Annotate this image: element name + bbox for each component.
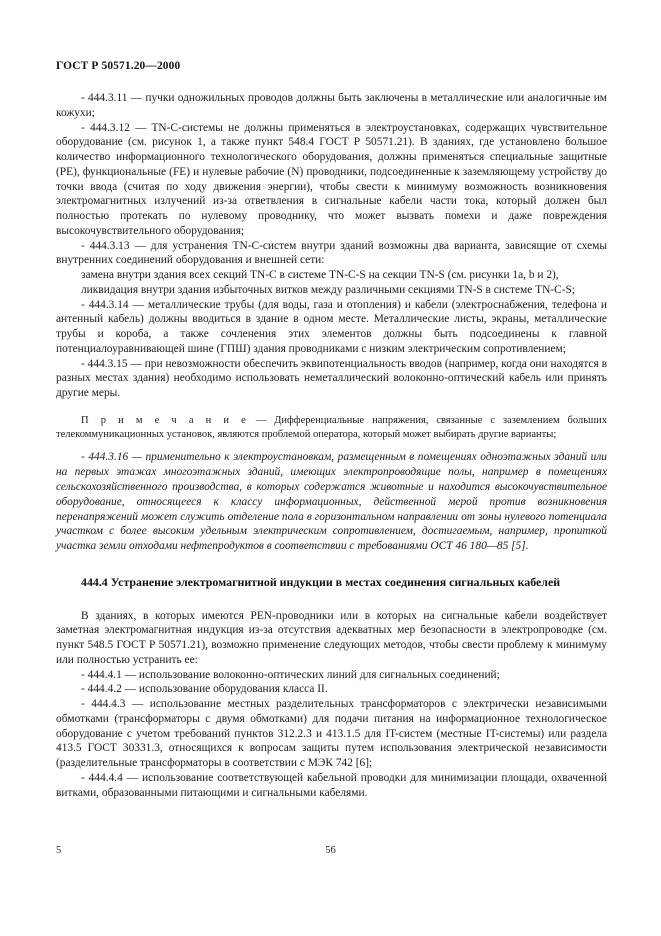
clause-444-3-16: - 444.3.16 — применительно к электроустановкам, размещенным в помещениях одноэтажных зданий или на первых этажах многоэтажных зданий, имеющих электропроводящие полы, например в помещениях сельскохозяйственного производства, в которых содержатся животные и находится высокочувствительное оборудование, относящееся к классу информационных, действенной мерой против возникновения перенапряжений может служить отделение пола в горизонтальном направлении от зоны нулевого потенциала участком с более высоким удельным электрическим сопротивлением, достигаемым, например, пропиткой участка земли отходами нефтепродуктов в соответствии с требованиями ОСТ 46 180—85 [5].	[56, 451, 607, 553]
document-standard-header: ГОСТ Р 50571.20—2000	[56, 60, 181, 72]
clause-444-3-13: - 444.3.13 — для устранения TN-C-систем внутри зданий возможны два варианта, зависящие от схемы внутренних соединений оборудования и внешней сети:	[56, 239, 607, 267]
footer-page-number: 56	[325, 845, 336, 856]
note-label: П р и м е ч а н и е	[81, 414, 248, 426]
clause-444-4-1: - 444.4.1 — использование волоконно-оптических линий для сигнальных соединений;	[81, 668, 500, 681]
spacer-before-note	[56, 401, 607, 414]
note-block	[56, 414, 607, 443]
clause-444-3-13-option-a: замена внутри здания всех секций TN-C в системе TN-C-S на секции TN-S (см. рисунки 1a, b и 2),	[81, 269, 559, 281]
spacer-before-heading	[56, 554, 607, 575]
clause-444-4-3: - 444.4.3 — использование местных разделительных трансформаторов с электрически независимыми обмотками (трансформаторы с двумя обмотками) для подачи питания на информационное технологическое оборудование с учетом требований пунктов 312.2.3 и 413.1.5 для IT-систем (местные IT-системы) или раздела 413.5 ГОСТ 30331.3, относящихся к вопросам защиты путем использования электрической независимости (разделительные трансформаторы в соответствии с МЭК 742 [6];	[56, 698, 607, 770]
clause-444-3-11: - 444.3.11 — пучки одножильных проводов должны быть заключены в металлические или аналогичные им кожухи;	[56, 92, 607, 119]
footer-page-marker: 5	[56, 845, 62, 856]
clause-444-3-14: - 444.3.14 — металлические трубы (для воды, газа и отопления) и кабели (электроснабжения, телефона и антенный кабель) должны вводиться в здание в одном месте. Металлические листы, экраны, металлические трубы и короба, а также сочленения этих элементов должны быть подсоединены к главной потенциалоуравнивающей шине (ГПШ) здания проводниками с низким электрическим сопротивлением;	[56, 298, 607, 355]
document-body	[56, 91, 607, 800]
note-text: — Дифференциальные напряжения, связанные с заземлением больших телекоммуникационных установок, являются проблемой оператора, который может выбирать другие варианты;	[56, 414, 607, 441]
section-heading-444-4: 444.4 Устранение электромагнитной индукции в местах соединения сигнальных кабелей	[81, 574, 561, 589]
clause-444-3-12: - 444.3.12 — TN-C-системы не должны применяться в электроустановках, содержащих чувствительное оборудование (см. рисунок 1, а также пункт 548.4 ГОСТ Р 50571.21). В зданиях, где установлено большое количество информационного технологического оборудования, должны применяться специальные защитные (PE), функциональные (FE) и нулевые рабочие (N) проводники, подсоединенные к заземляющему устройству до точки ввода (считая по ходу движения энергии), чтобы свести к минимуму возможность возникновения электромагнитных излучений из-за ответвления в сигнальные кабели части тока, который должен был полностью протекать по нулевому проводнику, что может вызвать помехи и даже повреждения высокочувствительного оборудования;	[56, 121, 607, 237]
spacer-after-heading	[56, 591, 607, 609]
clause-444-4-2: - 444.4.2 — использование оборудования класса II.	[81, 683, 328, 696]
clause-444-4-intro: В зданиях, в которых имеются PEN-проводники или в которых на сигнальные кабели воздействует заметная электромагнитная индукция из-за отсутствия адекватных мер безопасности в электропроводке (см. пункт 548.5 ГОСТ Р 50571.21), возможно применение следующих методов, чтобы свести проблему к минимуму или полностью устранить ее:	[56, 609, 607, 666]
spacer-after-note	[56, 442, 607, 450]
clause-444-4-4: - 444.4.4 — использование соответствующей кабельной проводки для минимизации площади, охваченной витками, образованными питающими и сигнальными кабелями.	[56, 771, 607, 799]
clause-444-3-13-option-b: ликвидация внутри здания избыточных витков между различными секциями TN-S в системе TN-C-S;	[81, 283, 575, 296]
clause-444-3-15: - 444.3.15 — при невозможности обеспечить эквипотенциальность вводов (например, когда они находятся в разных местах здания) необходимо использовать неметаллический волоконно-оптический кабель или принять другие меры.	[56, 357, 607, 399]
